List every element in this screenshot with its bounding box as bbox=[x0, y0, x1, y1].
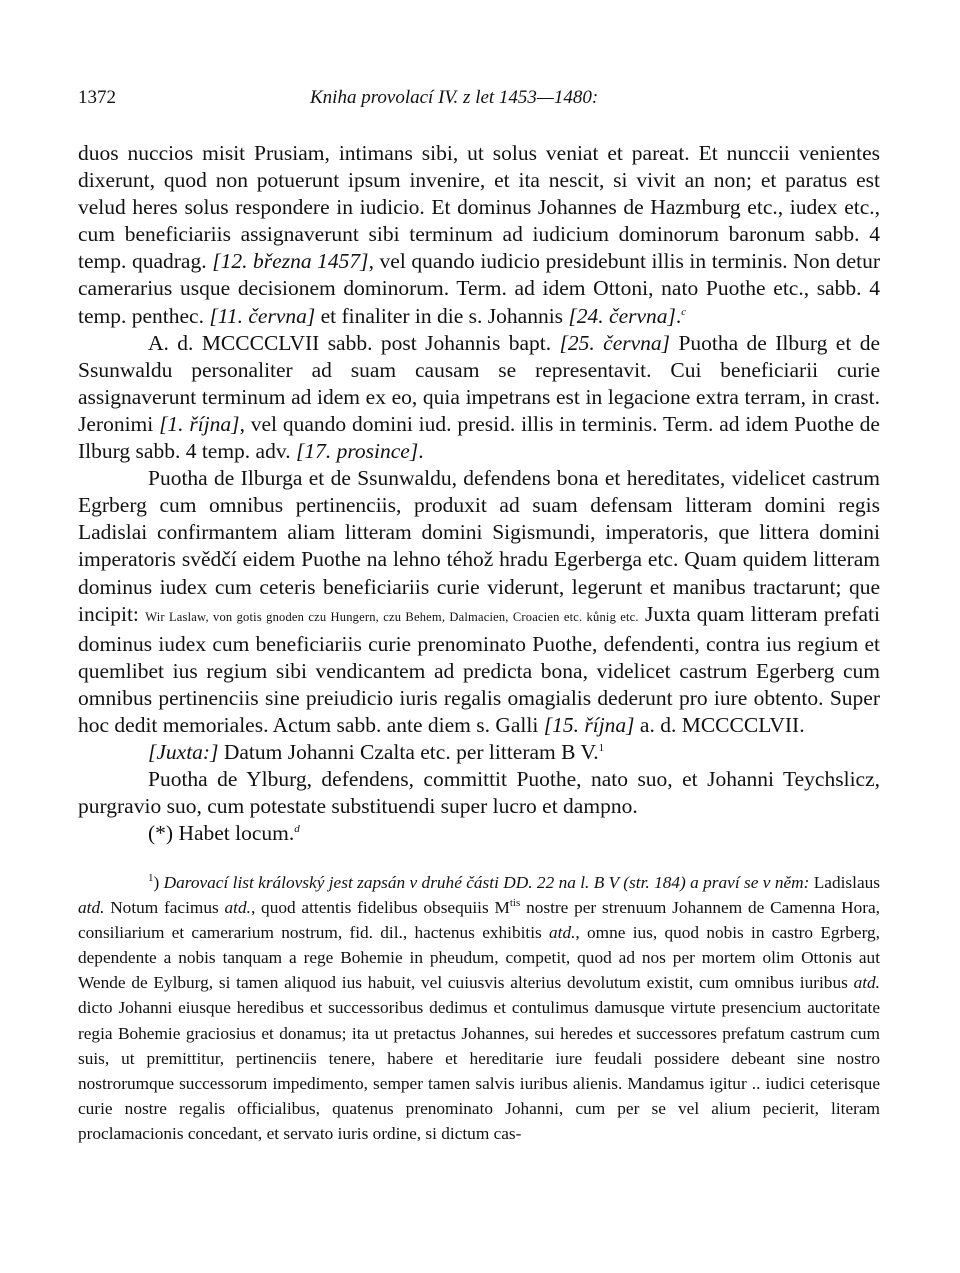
date-note: [11. června] bbox=[209, 303, 316, 328]
running-title: Kniha provolací IV. z let 1453—1480: bbox=[310, 87, 599, 108]
paragraph-6: (*) Habet locum.$^d$ bbox=[148, 821, 300, 846]
paragraph-2: A. d. MCCCCLVII sabb. post Johannis bapt. [25. června] Puotha de Ilburg et de Ssunwaldu personaliter ad suam causam se representavit. Cui beneficiarii curie assignaverunt terminum ad idem ex eo, quia impetrans est in legacione extra terram, in crast. Jeronimi [1. října], vel quando domini iud. presid. illis in terminis. Term. ad idem Puothe de Ilburg sabb. 4 temp. adv. [17. prosince]. bbox=[78, 330, 880, 464]
editorial-insert: [Juxta:] bbox=[148, 740, 219, 765]
quoted-incipit: Wir Laslaw, von gotis gnoden czu Hungern, czu Behem, Dalmacien, Croacien etc. kůnig etc. bbox=[145, 609, 639, 624]
main-text bbox=[78, 140, 880, 847]
paragraph-1: duos nuccios misit Prusiam, intimans sibi, ut solus veniat et pareat. Et nunccii venientes dixerunt, quod non potuerunt ipsum invenire, et ita nescit, si vivit an non; et paratus est velud heres solus respondere in iudicio. Et dominus Johannes de Hazmburg etc., iudex etc., cum beneficiariis assignaverunt sibi terminum ad iudicium dominorum baronum sabb. 4 temp. quadrag. [12. března 1457], vel quando iudicio presidebunt illis in terminis. Non detur camerarius usque decisionem dominorum. Term. ad idem Ottoni, nato Puothe etc., sabb. 4 temp. penthec. [11. června] et finaliter in die s. Johannis [24. června].$^c$ bbox=[78, 141, 880, 328]
page-header bbox=[78, 87, 880, 113]
footnotes bbox=[78, 870, 880, 1146]
variant-mark: d bbox=[294, 823, 300, 836]
footnote-marker: 1 bbox=[148, 872, 154, 885]
paragraph-4: [Juxta:] Datum Johanni Czalta etc. per litteram B V.$^1$ bbox=[148, 740, 605, 765]
paragraph-5: Puotha de Ylburg, defendens, committit Puothe, nato suo, et Johanni Teychslicz, purgravio suo, cum potestate substituendi super lucro et dampno. bbox=[78, 767, 880, 819]
date-note: [17. prosince] bbox=[295, 439, 419, 464]
paragraph-3: Puotha de Ilburga et de Ssunwaldu, defendens bona et hereditates, videlicet castrum Egrberg cum omnibus pertinenciis, produxit ad suam defensam litteram domini regis Ladislai confirmantem aliam litteram domini Sigismundi, imperatoris, que littera domini imperatoris svědčí eidem Puothe na lehno téhož hradu Egerberga etc. Quam quidem litteram dominus iudex cum ceteris beneficiariis curie viderunt, legerunt et manibus tractarunt; que incipit: Wir Laslaw, von gotis gnoden czu Hungern, czu Behem, Dalmacien, Croacien etc. kůnig etc. Juxta quam litteram prefati dominus iudex cum beneficiariis curie prenominato Puothe, defendenti, contra ius regium et quemlibet ius regium sibi vendicantem ad predicta bona, videlicet castrum Egerberg cum omnibus pertinenciis sine preiudicio iuris regalis omagialis dederunt pro iure obtento. Super hoc dedit memoriales. Actum sabb. ante diem s. Galli [15. října] a. d. MCCCCLVII. bbox=[78, 466, 880, 737]
footnote-ref: 1 bbox=[598, 741, 605, 754]
page-number: 1372 bbox=[78, 87, 116, 108]
date-note: [25. června] bbox=[559, 330, 671, 355]
footnote-1: $^1$) Darovací list královský jest zapsán v druhé části DD. 22 na l. B V (str. 184) a praví se v něm: Ladislaus atd. Notum facimus atd., quod attentis fidelibus obsequiis $M^{tis}$ nostre per strenuum Johannem de Camenna Hora, consiliarium et camerarium nostrum, fid. dil., hactenus exhibitis atd., omne ius, quod nobis in castro Egrberg, dependente a nobis tanquam a rege Bohemie in pheudum, competit, quod ad nos per mortem olim Ottonis aut Wende de Eylburg, si tamen aliquod ius habuit, vel cuiusvis alterius devolutum existit, cum omnibus iuribus atd. dicto Johanni eiusque heredibus et successoribus dedimus et contulimus damusque virtute presencium auctoritate regia Bohemie graciosius et donamus; ita ut pretactus Johannes, sui heredes et successores prefatum castrum cum suis, ut premittitur, pertinenciis tenere, habere et hereditarie iure feudali possidere debeant sine nostro nostrorumque successorum impedimento, semper tamen salvis iuribus alienis. Mandamus igitur .. iudici ceterisque curie nostre regalis officialibus, quatenus prenominato Johanni, cum per se vel alium pecierit, literam proclamacionis concedant, et servato iuris ordine, si dictum cas- bbox=[78, 872, 881, 1143]
date-note: [12. března 1457] bbox=[212, 249, 369, 274]
date-note: [24. června] bbox=[568, 303, 676, 328]
variant-mark: c bbox=[681, 305, 687, 318]
date-note: [1. října] bbox=[159, 411, 240, 436]
date-note: [15. října] bbox=[543, 712, 635, 737]
